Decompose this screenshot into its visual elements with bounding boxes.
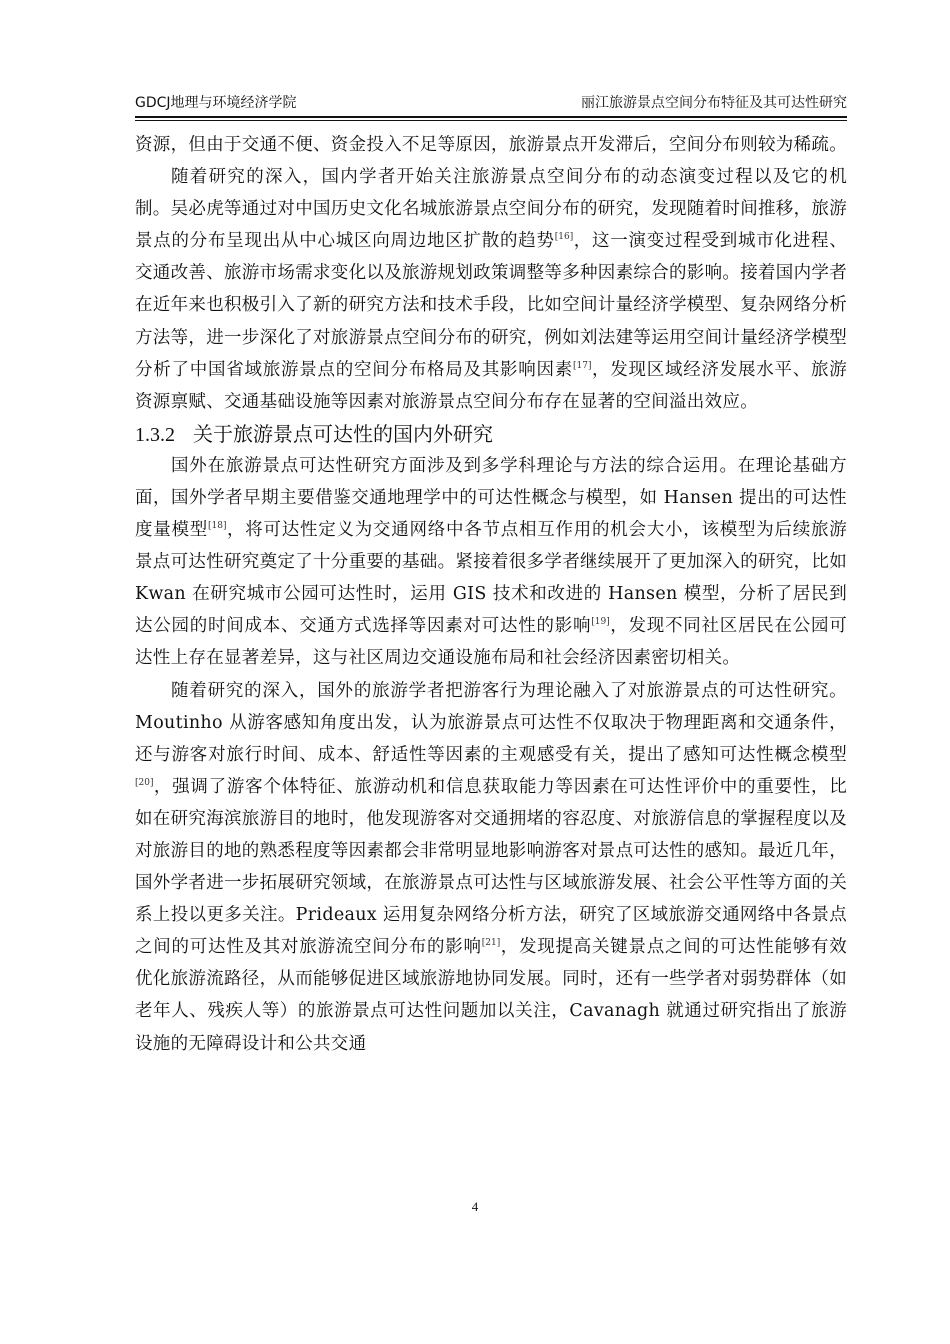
section-title: 关于旅游景点可达性的国内外研究 (193, 421, 493, 446)
header-right-thesis-title: 丽江旅游景点空间分布特征及其可达性研究 (581, 95, 847, 111)
citation-marker: [20] (135, 777, 154, 788)
body-text (135, 129, 847, 1060)
paragraph-tourist-behavior (135, 675, 847, 1060)
citation-marker: [16] (554, 232, 574, 243)
paragraph-text: 国外在旅游景点可达性研究方面涉及到多学科理论与方法的综合运用。在理论基础方面，国外学者早期主要借鉴交通地理学中的可达性概念与模型，如 Hansen 提出的可达性度量模型 (135, 455, 847, 541)
paragraph-text: 随着研究的深入，国内学者开始关注旅游景点空间分布的动态演变过程以及它的机制。吴必虎等通过对中国历史文化名城旅游景点空间分布的研究，发现随着时间推移，旅游景点的分布呈现出从中心城区向周边地区扩散的趋势 (135, 167, 847, 252)
citation-marker: [19] (591, 617, 610, 628)
paragraph-text: ，强调了游客个体特征、旅游动机和信息获取能力等因素在可达性评价中的重要性，比如在研究海滨旅游目的地时，他发现游客对交通拥堵的容忍度、对旅游信息的掌握程度以及对旅游目的地的熟悉程度等因素都会非常明显地影响游客对景点可达性的感知。最近几年，国外学者进一步拓展研究领域，在旅游景点可达性与区域旅游发展、社会公平性等方面的关系上投以更多关注。Prideaux 运用复杂网络分析方法，研究了区域旅游交通网络中各景点之间的可达性及其对旅游流空间分布的影响 (135, 776, 847, 958)
paragraph-text: ，发现提高关键景点之间的可达性能够有效优化旅游流路径，从而能够促进区域旅游地协同发展。同时，还有一些学者对弱势群体（如老年人、残疾人等）的旅游景点可达性问题加以关注，Cavanagh 就通过研究指出了旅游设施的无障碍设计和公共交通 (135, 937, 848, 1054)
citation-marker: [17] (573, 360, 592, 371)
paragraph-continued (135, 129, 847, 161)
header-rule-thick (135, 116, 847, 118)
paragraph-foreign-theory (135, 450, 847, 675)
citation-marker: [21] (481, 938, 501, 949)
paragraph-text: ，这一演变过程受到城市化进程、交通改善、旅游市场需求变化以及旅游规划政策调整等多种因素综合的影响。接着国内学者在近年来也积极引入了新的研究方法和技术手段，比如空间计量经济学模型、复杂网络分析方法等，进一步深化了对旅游景点空间分布的研究，例如刘法建等运用空间计量经济学模型分析了中国省域旅游景点的空间分布格局及其影响因素 (135, 231, 848, 380)
section-heading (135, 418, 847, 450)
header-left-institution: GDCJ地理与环境经济学院 (135, 95, 297, 111)
header-rule-thin (135, 120, 847, 121)
section-number: 1.3.2 (135, 423, 175, 446)
citation-marker: [18] (208, 521, 227, 532)
paragraph-text: ，发现不同社区居民在公园可达性上存在显著差异，这与社区周边交通设施布局和社会经济因素密切相关。 (135, 616, 848, 669)
paragraph-text: ，将可达性定义为交通网络中各节点相互作用的机会大小，该模型为后续旅游景点可达性研究奠定了十分重要的基础。紧接着很多学者继续展开了更加深入的研究，比如 Kwan 在研究城市公园可达性时，运用 GIS 技术和改进的 Hansen 模型，分析了居民到达公园的时间成本、交通方式选择等因素对可达性的影响 (135, 520, 848, 637)
page-number: 4 (471, 1199, 479, 1214)
running-header (135, 93, 847, 113)
paragraph-text: ，发现区域经济发展水平、旅游资源禀赋、交通基础设施等因素对旅游景点空间分布存在显著的空间溢出效应。 (135, 359, 848, 412)
paragraph-text: 资源，但由于交通不便、资金投入不足等原因，旅游景点开发滞后，空间分布则较为稀疏。 (135, 135, 847, 155)
paragraph-domestic-research (135, 161, 847, 418)
paragraph-text: 随着研究的深入，国外的旅游学者把游客行为理论融入了对旅游景点的可达性研究。Moutinho 从游客感知角度出发，认为旅游景点可达性不仅取决于物理距离和交通条件，还与游客对旅行时间、成本、舒适性等因素的主观感受有关，提出了感知可达性概念模型 (135, 680, 847, 765)
